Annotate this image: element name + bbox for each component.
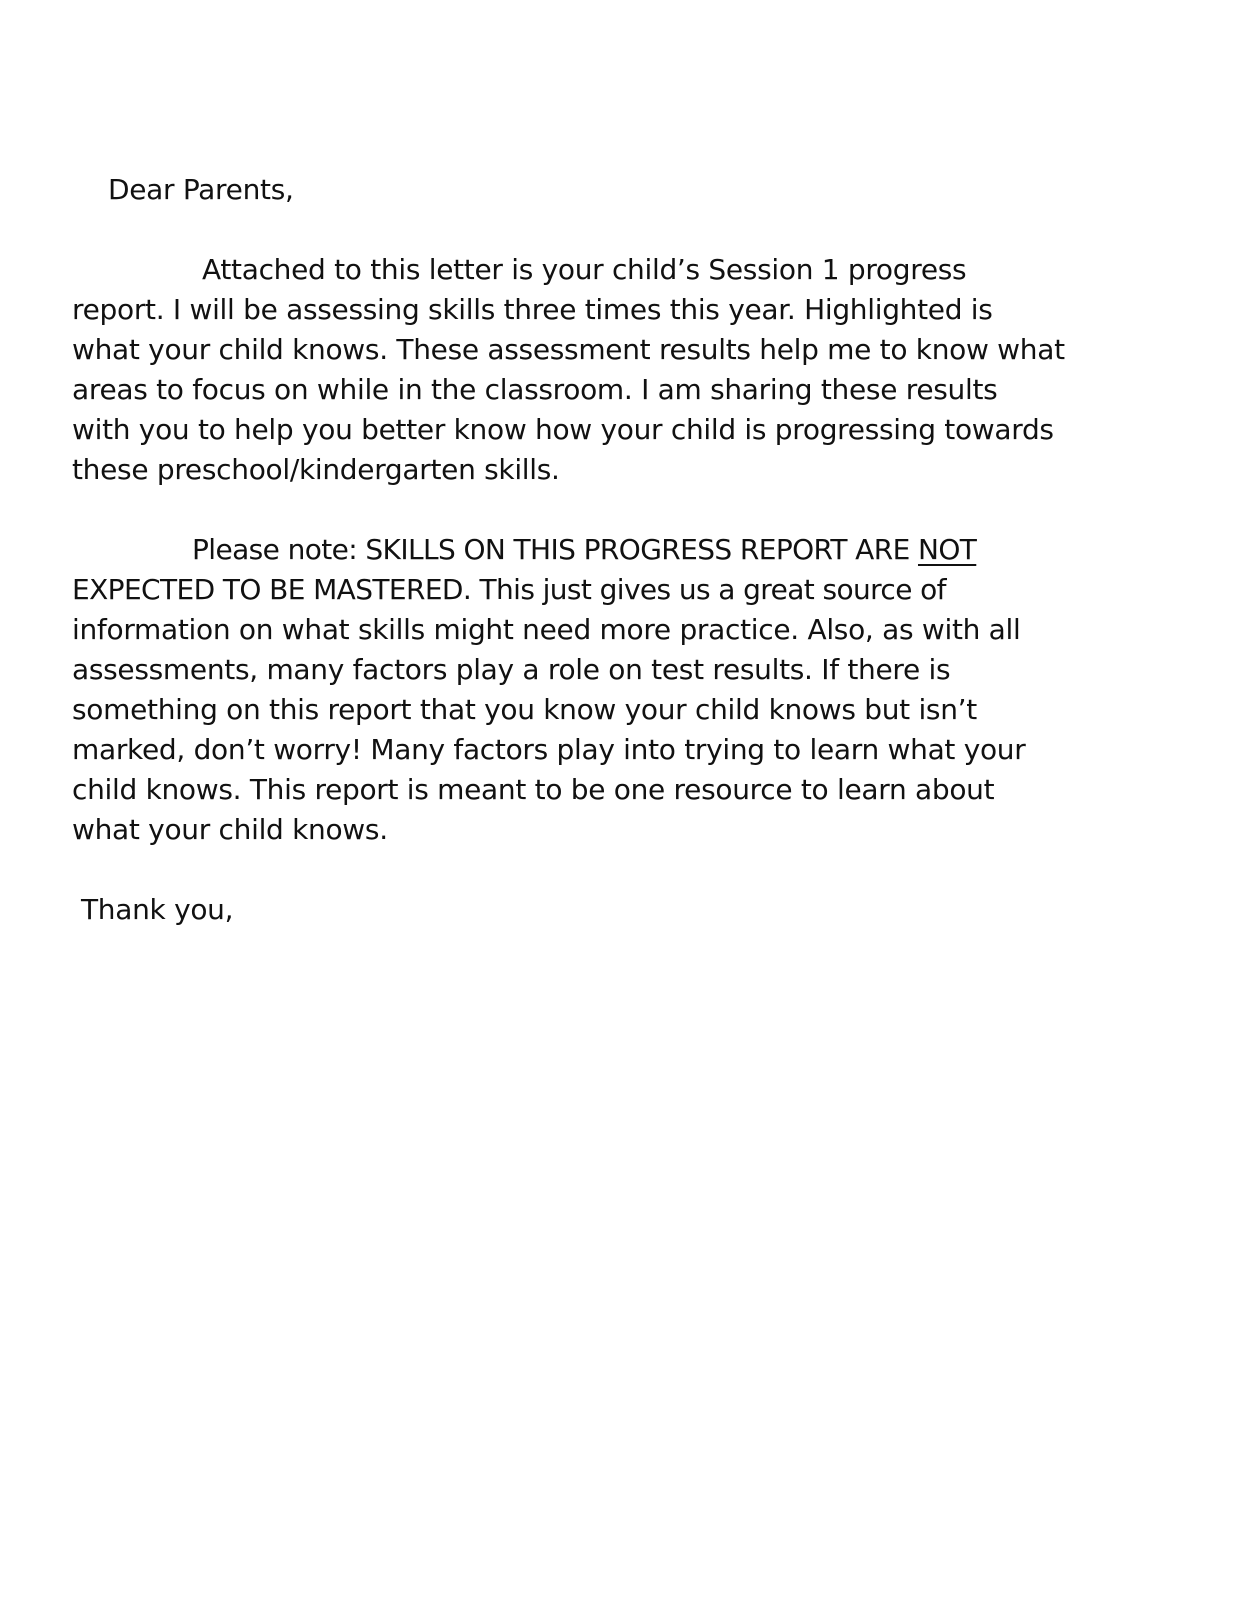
paragraph-2-line <box>192 530 976 570</box>
letter-closing: Thank you, <box>81 893 234 926</box>
paragraph-2-line: assessments, many factors play a role on test results. If there is <box>72 653 951 686</box>
note-prefix: Please note: SKILLS ON THIS PROGRESS REPORT ARE <box>192 533 918 566</box>
paragraph-1-line: these preschool/kindergarten skills. <box>72 453 560 486</box>
paragraph-2-line: information on what skills might need more practice. Also, as with all <box>72 613 1021 646</box>
paragraph-1-line: report. I will be assessing skills three times this year. Highlighted is <box>72 293 993 326</box>
paragraph-2-line: EXPECTED TO BE MASTERED. This just gives us a great source of <box>72 573 946 606</box>
letter-greeting: Dear Parents, <box>108 173 294 206</box>
paragraph-1-line: Attached to this letter is your child’s Session 1 progress <box>202 253 967 286</box>
paragraph-1-line: what your child knows. These assessment results help me to know what <box>72 333 1065 366</box>
paragraph-2-line: marked, don’t worry! Many factors play into trying to learn what your <box>72 733 1026 766</box>
paragraph-1-line: with you to help you better know how your child is progressing towards <box>72 413 1054 446</box>
paragraph-2-line: child knows. This report is meant to be one resource to learn about <box>72 773 995 806</box>
paragraph-2-line: something on this report that you know your child knows but isn’t <box>72 693 977 726</box>
not-emphasis: NOT <box>917 533 977 566</box>
paragraph-1-line: areas to focus on while in the classroom. I am sharing these results <box>72 373 998 406</box>
paragraph-2-line: what your child knows. <box>72 813 388 846</box>
